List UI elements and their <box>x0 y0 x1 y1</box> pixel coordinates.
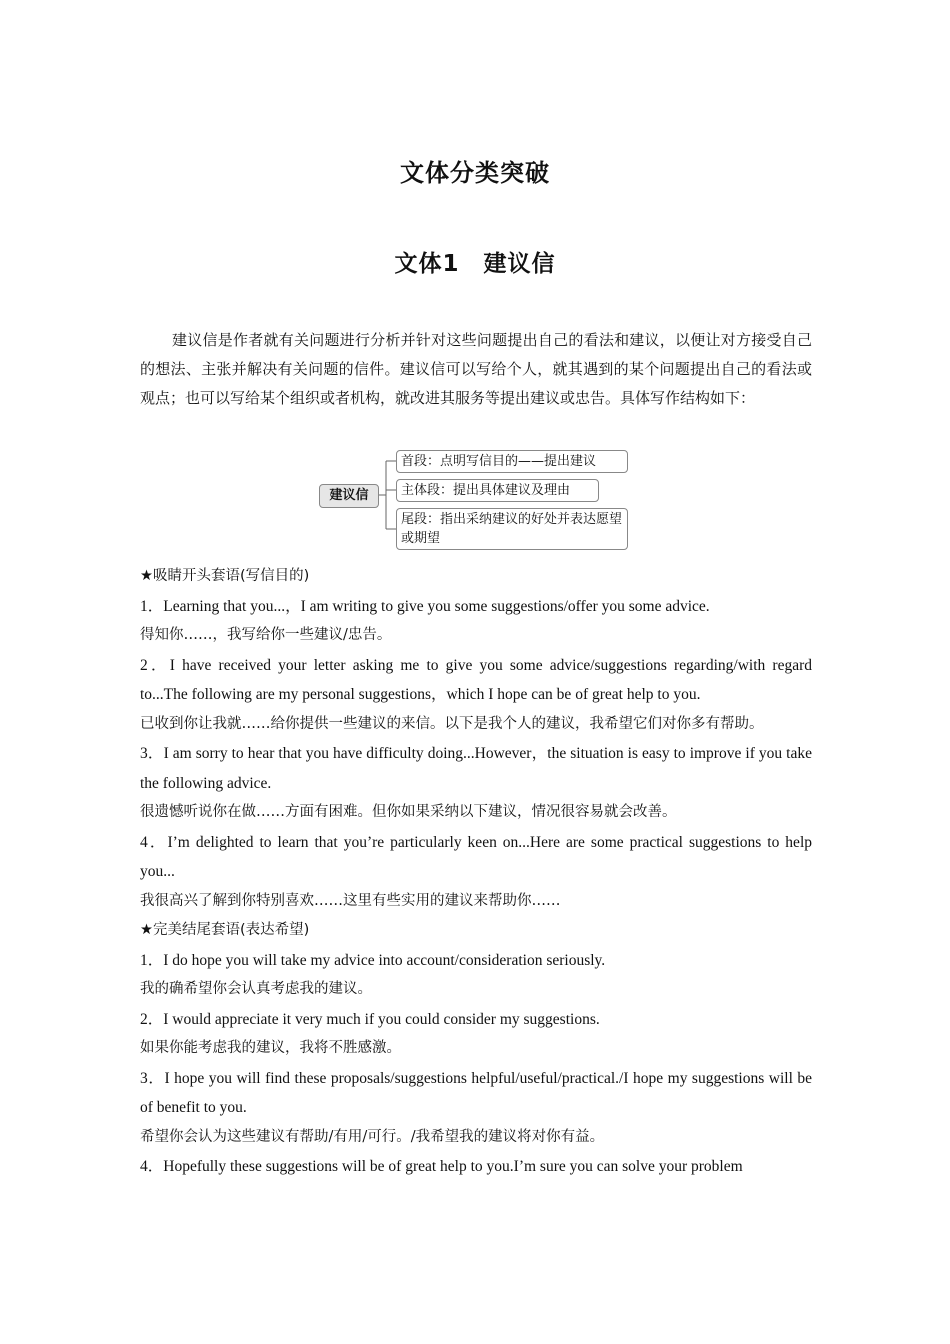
closing-item-en: 1．I do hope you will take my advice into account/consideration seriously. <box>140 951 606 969</box>
opening-item-en: 3．I am sorry to hear that you have difficulty doing...However，the situation is easy to improve if you take the following advice. <box>140 745 812 792</box>
diagram-branch-opening: 首段：点明写信目的——提出建议 <box>396 450 628 473</box>
opening-item-en: 4．I’m delighted to learn that you’re particularly keen on...Here are some practical suggestions to help you... <box>140 833 812 880</box>
opening-item-zh: 很遗憾听说你在做……方面有困难。但你如果采纳以下建议，情况很容易就会改善。 <box>140 804 677 820</box>
diagram-branch-body: 主体段：提出具体建议及理由 <box>396 479 599 502</box>
opening-item-en: 2．I have received your letter asking me to give you some advice/suggestions regarding/with regard to...The following are my personal suggestions，which I hope can be of great help to you. <box>140 656 812 703</box>
opening-item-en: 1．Learning that you...，I am writing to give you some suggestions/offer you some advice. <box>140 597 710 615</box>
opening-item-zh: 已收到你让我就……给你提供一些建议的来信。以下是我个人的建议，我希望它们对你多有帮助。 <box>140 715 764 732</box>
document-title: 文体分类突破 <box>400 159 550 187</box>
opening-phrases-heading: ★吸睛开头套语(写信目的) <box>140 568 310 584</box>
closing-item-zh: 我的确希望你会认真考虑我的建议。 <box>140 981 372 997</box>
closing-item-en: 3．I hope you will find these proposals/suggestions helpful/useful/practical./I hope my suggestions will be of benefit to you. <box>140 1069 812 1116</box>
section-title: 文体1 建议信 <box>394 251 556 277</box>
closing-item-zh: 希望你会认为这些建议有帮助/有用/可行。/我希望我的建议将对你有益。 <box>140 1128 605 1145</box>
diagram-branch-closing: 尾段：指出采纳建议的好处并表达愿望或期望 <box>396 508 628 550</box>
closing-item-zh: 如果你能考虑我的建议，我将不胜感激。 <box>140 1040 401 1056</box>
opening-item-zh: 我很高兴了解到你特别喜欢……这里有些实用的建议来帮助你…… <box>140 892 561 909</box>
diagram-root-node: 建议信 <box>319 484 379 508</box>
opening-item-zh: 得知你……，我写给你一些建议/忠告。 <box>140 627 392 643</box>
closing-phrases-heading: ★完美结尾套语(表达希望) <box>140 922 310 938</box>
intro-paragraph: 建议信是作者就有关问题进行分析并针对这些问题提出自己的看法和建议，以便让对方接受自己的想法、主张并解决有关问题的信件。建议信可以写给个人，就其遇到的某个问题提出自己的看法或观点；也可以写给某个组织或者机构，就改进其服务等提出建议或忠告。具体写作结构如下： <box>140 331 812 407</box>
structure-diagram <box>316 446 636 554</box>
closing-item-en: 2．I would appreciate it very much if you could consider my suggestions. <box>140 1010 600 1028</box>
phrase-sections <box>140 562 812 1182</box>
closing-item-en: 4．Hopefully these suggestions will be of great help to you.I’m sure you can solve your problem <box>140 1158 743 1175</box>
